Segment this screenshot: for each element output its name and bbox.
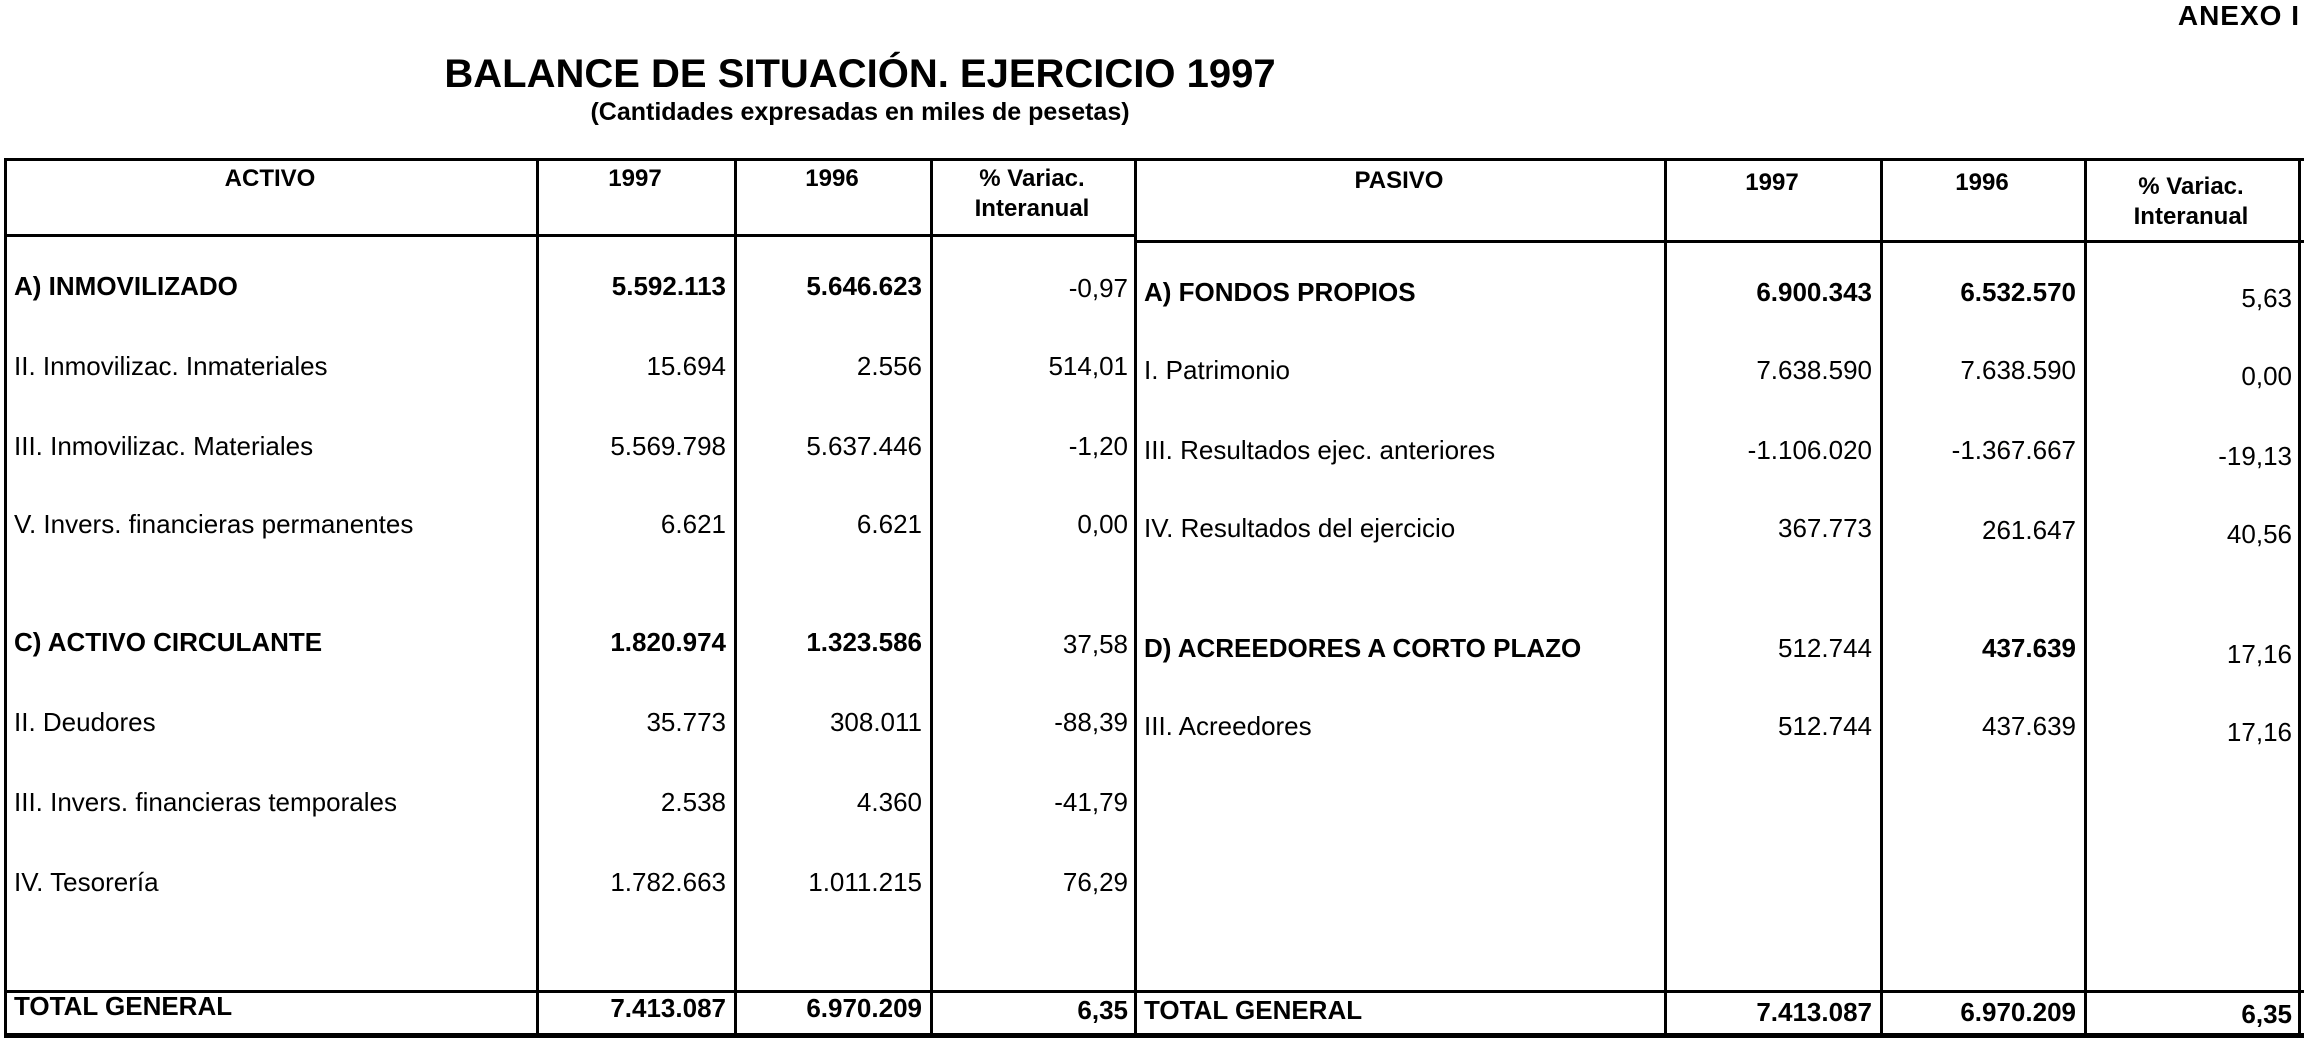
header-activo-1997: 1997 (608, 165, 662, 192)
value-1996: 2.556 (856, 351, 922, 381)
row-label: II. Deudores (14, 707, 156, 737)
value-1997: 6.900.343 (1756, 277, 1872, 307)
header-activo: ACTIVO (224, 165, 316, 192)
value-1997: -1.106.020 (1747, 435, 1872, 465)
total-label: TOTAL GENERAL (1144, 995, 1363, 1025)
annex-label: ANEXO I (2177, 0, 2300, 31)
value-variation: -88,39 (1054, 707, 1128, 737)
col-line-0 (4, 158, 7, 1038)
value-1997: 7.638.590 (1756, 355, 1872, 385)
value-variation: 37,58 (1062, 629, 1128, 659)
header-rule-pasivo (1134, 240, 2304, 243)
row-label: III. Acreedores (1144, 711, 1312, 741)
value-1997: 2.538 (660, 787, 726, 817)
row-label: III. Resultados ejec. anteriores (1144, 435, 1496, 465)
total-1996: 6.970.209 (806, 993, 922, 1023)
total-1997: 7.413.087 (610, 993, 726, 1023)
value-1997: 5.569.798 (610, 431, 726, 461)
value-variation: -19,13 (2218, 441, 2292, 471)
value-variation: -41,79 (1054, 787, 1128, 817)
row-label: C) ACTIVO CIRCULANTE (14, 627, 323, 657)
value-1996: 261.647 (1982, 515, 2076, 545)
value-variation: 0,00 (1077, 509, 1128, 539)
value-1997: 367.773 (1778, 513, 1872, 543)
row-label: I. Patrimonio (1144, 355, 1290, 385)
header-activo-1996: 1996 (805, 165, 859, 192)
row-label: IV. Resultados del ejercicio (1144, 513, 1456, 543)
value-1996: 308.011 (829, 707, 922, 737)
header-pasivo-1996: 1996 (1955, 169, 2009, 196)
header-rule-activo (4, 234, 1134, 237)
value-1996: 6.532.570 (1960, 277, 2076, 307)
page-subtitle: (Cantidades expresadas en miles de pesetas) (590, 98, 1130, 126)
value-1997: 5.592.113 (611, 271, 726, 301)
col-line-4 (1134, 158, 1137, 1038)
value-1996: 437.639 (1982, 711, 2076, 741)
total-variation: 6,35 (2241, 999, 2292, 1029)
total-rule (4, 990, 2304, 993)
header-pasivo-1997: 1997 (1745, 169, 1799, 196)
page-title: BALANCE DE SITUACIÓN. EJERCICIO 1997 (444, 52, 1276, 96)
value-1997: 1.820.974 (610, 627, 726, 657)
value-variation: 76,29 (1062, 867, 1128, 897)
header-pasivo-variation (2084, 172, 2298, 232)
value-1997: 6.621 (660, 509, 726, 539)
value-variation: 17,16 (2226, 639, 2292, 669)
value-1997: 512.744 (1778, 711, 1872, 741)
value-1996: 1.323.586 (806, 627, 922, 657)
header-variation-line2: Interanual (974, 195, 1090, 222)
value-1996: 437.639 (1982, 633, 2076, 663)
row-label: D) ACREEDORES A CORTO PLAZO (1144, 633, 1582, 663)
value-1996: 6.621 (856, 509, 922, 539)
table-border-bottom (4, 1033, 2304, 1038)
row-label: II. Inmovilizac. Inmateriales (14, 351, 328, 381)
row-label: IV. Tesorería (14, 867, 159, 897)
balance-table (4, 158, 2304, 1038)
total-variation: 6,35 (1077, 995, 1128, 1025)
value-1997: 1.782.663 (610, 867, 726, 897)
value-1996: 4.360 (856, 787, 922, 817)
row-label: III. Invers. financieras temporales (14, 787, 397, 817)
header-pasivo: PASIVO (1354, 167, 1444, 194)
value-variation: 5,63 (2241, 283, 2292, 313)
value-1996: 7.638.590 (1960, 355, 2076, 385)
value-variation: -0,97 (1068, 273, 1128, 303)
row-label: A) FONDOS PROPIOS (1144, 277, 1416, 307)
value-variation: 40,56 (2226, 519, 2292, 549)
value-1997: 35.773 (646, 707, 726, 737)
col-line-8 (2298, 158, 2301, 1038)
total-1996: 6.970.209 (1960, 997, 2076, 1027)
value-1996: 1.011.215 (808, 867, 922, 897)
value-1997: 15.694 (646, 351, 726, 381)
total-label: TOTAL GENERAL (14, 991, 233, 1021)
value-1996: 5.646.623 (806, 271, 922, 301)
header-activo-variation (930, 164, 1134, 224)
row-label: III. Inmovilizac. Materiales (14, 431, 314, 461)
total-1997: 7.413.087 (1756, 997, 1872, 1027)
value-variation: 0,00 (2241, 361, 2292, 391)
value-1997: 512.744 (1778, 633, 1872, 663)
header-variation-line1: % Variac. (2138, 173, 2244, 200)
value-variation: -1,20 (1068, 431, 1128, 461)
row-label: A) INMOVILIZADO (14, 271, 238, 301)
value-1996: -1.367.667 (1951, 435, 2076, 465)
value-1996: 5.637.446 (806, 431, 922, 461)
row-label: V. Invers. financieras permanentes (14, 509, 414, 539)
header-variation-line1: % Variac. (979, 165, 1085, 192)
value-variation: 514,01 (1048, 351, 1128, 381)
table-border-top (4, 158, 2304, 161)
value-variation: 17,16 (2226, 717, 2292, 747)
header-variation-line2: Interanual (2133, 203, 2249, 230)
